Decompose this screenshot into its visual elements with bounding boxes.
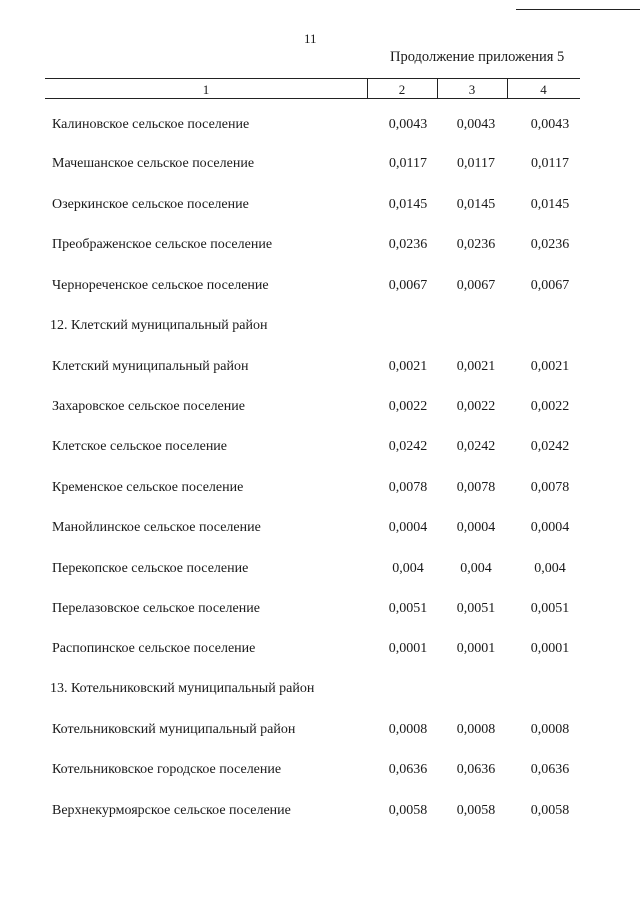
table-row bbox=[0, 520, 640, 544]
row-value-col4: 0,0236 bbox=[530, 237, 570, 252]
row-value-col4: 0,0636 bbox=[530, 762, 570, 777]
row-value-col3: 0,0078 bbox=[456, 480, 496, 495]
row-label: Распопинское сельское поселение bbox=[52, 641, 256, 656]
row-label: Мачешанское сельское поселение bbox=[52, 156, 255, 171]
section-heading: 12. Клетский муниципальный район bbox=[50, 318, 268, 333]
table-row bbox=[0, 117, 640, 141]
row-value-col2: 0,0004 bbox=[388, 520, 428, 535]
row-value-col2: 0,0078 bbox=[388, 480, 428, 495]
row-value-col2: 0,0051 bbox=[388, 601, 428, 616]
row-value-col2: 0,0236 bbox=[388, 237, 428, 252]
row-label: Перелазовское сельское поселение bbox=[52, 601, 260, 616]
row-value-col3: 0,0636 bbox=[456, 762, 496, 777]
row-label: Калиновское сельское поселение bbox=[52, 117, 250, 132]
top-edge-rule bbox=[516, 9, 640, 10]
section-heading-row bbox=[0, 681, 640, 705]
row-value-col3: 0,0022 bbox=[456, 399, 496, 414]
table-row bbox=[0, 399, 640, 423]
row-value-col2: 0,0043 bbox=[388, 117, 428, 132]
row-value-col4: 0,004 bbox=[534, 561, 566, 576]
row-label: Котельниковское городское поселение bbox=[52, 762, 282, 777]
row-label: Кременское сельское поселение bbox=[52, 480, 244, 495]
table-row bbox=[0, 237, 640, 261]
row-label: Клетский муниципальный район bbox=[52, 359, 249, 374]
row-value-col3: 0,0236 bbox=[456, 237, 496, 252]
row-label: Преображенское сельское поселение bbox=[52, 237, 273, 252]
row-value-col3: 0,0117 bbox=[457, 156, 495, 171]
row-value-col4: 0,0008 bbox=[530, 722, 570, 737]
table-row bbox=[0, 439, 640, 463]
row-value-col2: 0,0067 bbox=[388, 278, 428, 293]
row-value-col3: 0,0058 bbox=[456, 803, 496, 818]
section-heading: 13. Котельниковский муниципальный район bbox=[50, 681, 315, 696]
row-label: Манойлинское сельское поселение bbox=[52, 520, 261, 535]
row-value-col4: 0,0004 bbox=[530, 520, 570, 535]
row-value-col3: 0,0242 bbox=[456, 439, 496, 454]
table-row bbox=[0, 156, 640, 180]
row-value-col2: 0,0022 bbox=[388, 399, 428, 414]
row-value-col4: 0,0001 bbox=[530, 641, 570, 656]
row-value-col2: 0,004 bbox=[392, 561, 424, 576]
row-value-col4: 0,0051 bbox=[530, 601, 570, 616]
row-value-col2: 0,0145 bbox=[388, 197, 428, 212]
row-value-col2: 0,0242 bbox=[388, 439, 428, 454]
row-label: Верхнекурмоярское сельское поселение bbox=[52, 803, 291, 818]
row-value-col3: 0,0008 bbox=[456, 722, 496, 737]
table-row bbox=[0, 762, 640, 786]
column-header-1: 1 bbox=[202, 82, 210, 97]
row-value-col3: 0,0004 bbox=[456, 520, 496, 535]
table-header bbox=[45, 78, 580, 100]
row-value-col2: 0,0117 bbox=[389, 156, 427, 171]
row-value-col2: 0,0021 bbox=[388, 359, 428, 374]
table-row bbox=[0, 359, 640, 383]
row-value-col3: 0,0043 bbox=[456, 117, 496, 132]
row-value-col4: 0,0058 bbox=[530, 803, 570, 818]
table-row bbox=[0, 480, 640, 504]
table-row bbox=[0, 803, 640, 827]
section-heading-row bbox=[0, 318, 640, 342]
row-label: Озеркинское сельское поселение bbox=[52, 197, 249, 212]
row-value-col2: 0,0636 bbox=[388, 762, 428, 777]
table-row bbox=[0, 278, 640, 302]
row-value-col4: 0,0022 bbox=[530, 399, 570, 414]
row-value-col3: 0,004 bbox=[460, 561, 492, 576]
row-value-col4: 0,0117 bbox=[531, 156, 569, 171]
row-value-col3: 0,0051 bbox=[456, 601, 496, 616]
row-label: Захаровское сельское поселение bbox=[52, 399, 245, 414]
row-value-col4: 0,0242 bbox=[530, 439, 570, 454]
table-row bbox=[0, 561, 640, 585]
continuation-heading: Продолжение приложения 5 bbox=[390, 49, 565, 65]
header-top-rule bbox=[45, 78, 580, 79]
row-value-col2: 0,0001 bbox=[388, 641, 428, 656]
row-value-col4: 0,0145 bbox=[530, 197, 570, 212]
column-header-2: 2 bbox=[398, 82, 406, 97]
column-header-4: 4 bbox=[540, 82, 547, 97]
row-label: Перекопское сельское поселение bbox=[52, 561, 249, 576]
row-value-col3: 0,0067 bbox=[456, 278, 496, 293]
row-value-col4: 0,0021 bbox=[530, 359, 570, 374]
row-value-col4: 0,0043 bbox=[530, 117, 570, 132]
row-label: Клетское сельское поселение bbox=[52, 439, 228, 454]
table-row bbox=[0, 641, 640, 665]
row-value-col2: 0,0008 bbox=[388, 722, 428, 737]
row-value-col3: 0,0145 bbox=[456, 197, 496, 212]
row-label: Котельниковский муниципальный район bbox=[52, 722, 296, 737]
table-row bbox=[0, 601, 640, 625]
row-value-col3: 0,0021 bbox=[456, 359, 496, 374]
page-number: 11 bbox=[304, 31, 317, 46]
row-label: Чернореченское сельское поселение bbox=[52, 278, 269, 293]
header-bottom-rule bbox=[45, 98, 580, 99]
table-row bbox=[0, 197, 640, 221]
row-value-col4: 0,0067 bbox=[530, 278, 570, 293]
column-header-3: 3 bbox=[468, 82, 476, 97]
table-row bbox=[0, 722, 640, 746]
row-value-col2: 0,0058 bbox=[388, 803, 428, 818]
row-value-col4: 0,0078 bbox=[530, 480, 570, 495]
row-value-col3: 0,0001 bbox=[456, 641, 496, 656]
